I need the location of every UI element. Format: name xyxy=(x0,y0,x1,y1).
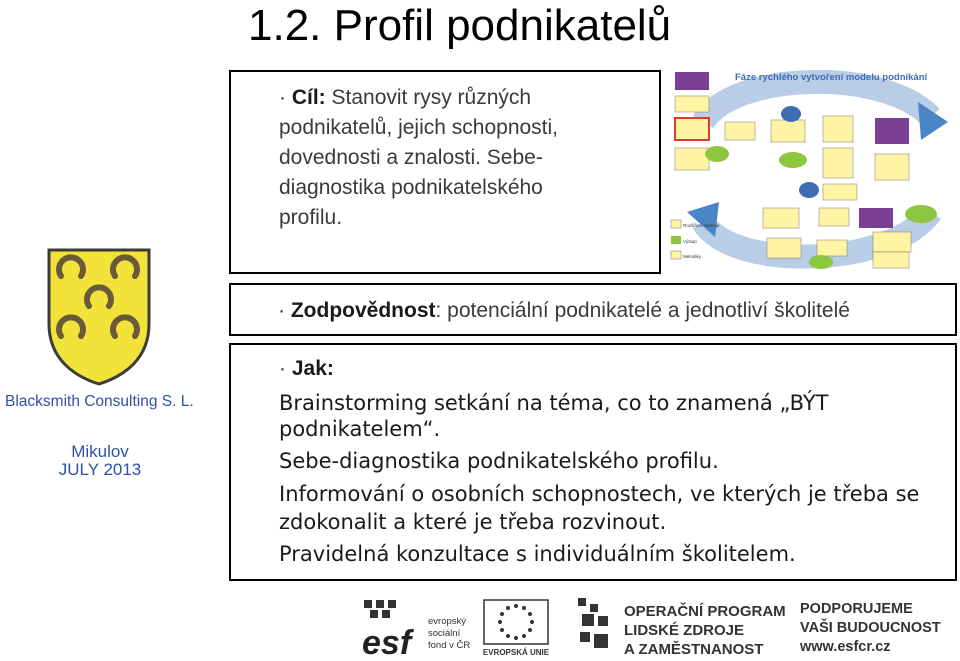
how-paragraph xyxy=(279,540,955,568)
bullet: · xyxy=(279,357,286,380)
support-line-1: PODPORUJEME xyxy=(800,601,913,617)
goal-text: Stanovit rysy různých xyxy=(331,86,532,109)
diagram-title: Fáze rychlého vytvoření modelu podnikání xyxy=(735,72,928,83)
op-emblem-icon xyxy=(578,598,618,656)
how-line: podnikatelem“. xyxy=(279,417,441,441)
esf-logo-graphic xyxy=(362,598,472,658)
goal-line: podnikatelů, jejich schopnosti, xyxy=(279,116,559,139)
event-place: Mikulov xyxy=(71,442,129,461)
eu-flag-icon xyxy=(480,598,552,658)
op-line-3: A ZAMĚSTNANOST xyxy=(624,641,764,658)
responsibility-box xyxy=(229,283,957,336)
legend-label: Metodiky xyxy=(683,254,702,259)
how-line: zdokonalit a které je třeba rozvinout. xyxy=(279,510,667,534)
esf-letters: esf xyxy=(362,624,412,658)
responsibility-text: : potenciální podnikatelé a jednotliví školitelé xyxy=(435,299,850,322)
responsibility-label: Zodpovědnost xyxy=(290,299,436,322)
process-diagram-graphic xyxy=(663,62,958,276)
page-title: 1.2. Profil podnikatelů xyxy=(248,1,672,50)
bullet: · xyxy=(279,86,286,109)
how-paragraph xyxy=(279,448,955,474)
how-line: Informování o osobních schopnostech, ve kterých je třeba se xyxy=(279,482,920,506)
support-logo xyxy=(800,600,960,660)
goal-label: Cíl: xyxy=(291,86,326,109)
esf-line-2: sociální xyxy=(428,628,461,639)
how-box xyxy=(229,343,957,581)
event-date: JULY 2013 xyxy=(58,460,142,479)
goal-box xyxy=(229,70,661,274)
goal-line: dovednosti a znalosti. Sebe- xyxy=(279,146,543,169)
goal-line: diagnostika podnikatelského xyxy=(279,176,543,199)
esf-line-3: fond v ČR xyxy=(428,640,471,651)
esf-logo xyxy=(362,598,472,658)
coat-of-arms-logo xyxy=(45,246,153,386)
support-line-3: www.esfcr.cz xyxy=(800,639,891,655)
goal-line: profilu. xyxy=(279,206,343,229)
op-line-1: OPERAČNÍ PROGRAM xyxy=(624,603,786,620)
op-line-2: LIDSKÉ ZDROJE xyxy=(624,622,745,639)
bullet: · xyxy=(278,299,285,322)
company-name: Blacksmith Consulting S. L. xyxy=(5,393,194,410)
support-line-2: VAŠI BUDOUCNOST xyxy=(800,620,941,636)
legend-label: Rozšíření nástroje xyxy=(683,223,720,228)
how-line: Sebe-diagnostika podnikatelského profilu. xyxy=(279,449,719,473)
op-logo xyxy=(578,598,786,660)
how-label: Jak: xyxy=(291,357,334,380)
how-heading xyxy=(279,354,955,384)
how-paragraph xyxy=(279,480,955,536)
legend-label: Výstup xyxy=(683,239,697,244)
eu-label: EVROPSKÁ UNIE xyxy=(482,648,550,657)
goal-line-1 xyxy=(279,83,659,113)
how-line: Brainstorming setkání na téma, co to znamená „BÝT xyxy=(279,391,829,415)
responsibility-line xyxy=(278,296,955,326)
how-line: Pravidelná konzultace s individuálním školitelem. xyxy=(279,542,796,566)
eu-logo xyxy=(480,598,552,658)
process-diagram xyxy=(663,62,958,276)
event-info xyxy=(40,443,160,479)
esf-line-1: evropský xyxy=(428,616,467,627)
how-paragraph xyxy=(279,390,955,442)
